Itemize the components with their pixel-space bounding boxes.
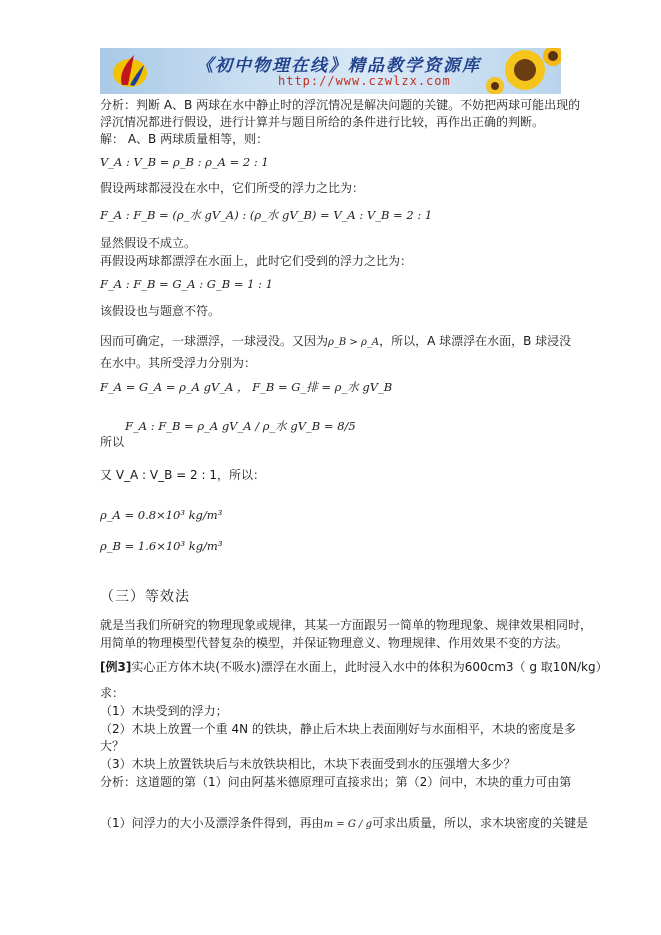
equation-forces: F_A = G_A = ρ_A gV_A ， F_B = G_排 = ρ_水 gV_B xyxy=(100,380,393,394)
analysis-line-b2: 可求出质量，所以，求木块密度的关键是 xyxy=(371,816,588,830)
site-logo-icon xyxy=(110,51,150,91)
analysis-line-b1: （1）问浮力的大小及漂浮条件得到，再由 xyxy=(100,816,324,830)
equation-buoyancy-submerged: F_A : F_B = (ρ_水 gV_A) : (ρ_水 gV_B) = V_A : V_B = 2 : 1 xyxy=(100,208,433,222)
solution-line-2: 假设两球都浸没在水中，它们所受的浮力之比为： xyxy=(100,181,365,195)
header-banner xyxy=(100,48,561,94)
example-text: 实心正方体木块(不吸水)漂浮在水面上，此时浸入水中的体积为600cm3（ g 取10N/kg） xyxy=(131,660,608,674)
question-2b: 大？ xyxy=(100,739,125,753)
section-line-1: 就是当我们所研究的物理现象或规律，其某一方面跟另一简单的物理现象、规律效果相同时， xyxy=(100,618,593,632)
label-suoyi: 所以 xyxy=(100,435,125,449)
analysis-line-a: 分析：这道题的第（1）问由阿基米德原理可直接求出；第（2）问中，木块的重力可由第 xyxy=(100,775,572,789)
equation-buoyancy-floating: F_A : F_B = G_A : G_B = 1 : 1 xyxy=(100,277,273,291)
solution-line-5: 该假设也与题意不符。 xyxy=(100,304,221,318)
solution-line-8: 又 V_A : V_B = 2 : 1，所以： xyxy=(100,468,265,482)
example-label: [例3] xyxy=(100,660,132,674)
solution-line-1: 解： A、B 两球质量相等，则： xyxy=(100,132,269,146)
question-prompt: 求： xyxy=(100,686,125,700)
question-2a: （2）木块上放置一个重 4N 的铁块，静止后木块上表面刚好与水面相平，木块的密度是多 xyxy=(100,722,576,736)
solution-line-6a: 因而可确定，一球漂浮，一球浸没。又因为 xyxy=(100,334,329,348)
equation-volume-ratio: V_A : V_B = ρ_B : ρ_A = 2 : 1 xyxy=(100,155,269,169)
sunflower-icon xyxy=(477,48,561,94)
solution-line-7: 在水中。其所受浮力分别为： xyxy=(100,356,257,370)
equation-force-ratio: F_A : F_B = ρ_A gV_A / ρ_水 gV_B = 8/5 xyxy=(125,419,356,433)
solution-line-4: 再假设两球都漂浮在水面上，此时它们受到的浮力之比为： xyxy=(100,254,413,268)
equation-density-b: ρ_B = 1.6×10³ kg/m³ xyxy=(100,539,223,553)
example-line xyxy=(100,659,608,676)
analysis-line-b xyxy=(100,815,588,833)
banner-title: 《初中物理在线》精品教学资源库 xyxy=(196,56,481,76)
equation-density-a: ρ_A = 0.8×10³ kg/m³ xyxy=(100,508,223,522)
solution-line-6b: ，所以，A 球漂浮在水面，B 球浸没 xyxy=(379,334,572,348)
section-line-2: 用简单的物理模型代替复杂的模型，并保证物理意义、物理规律、作用效果不变的方法。 xyxy=(100,636,569,650)
solution-line-3: 显然假设不成立。 xyxy=(100,236,197,250)
mass-formula: m = G / g xyxy=(323,819,372,830)
question-1: （1）木块受到的浮力； xyxy=(100,704,228,718)
section-heading: （三）等效法 xyxy=(100,589,190,605)
analysis-line-1: 分析：判断 A、B 两球在水中静止时的浮沉情况是解决问题的关键。不妨把两球可能出现的 xyxy=(100,98,581,112)
solution-line-6 xyxy=(100,333,571,351)
density-inequality: ρ_B > ρ_A xyxy=(328,337,380,348)
banner-url: http://www.czwlzx.com xyxy=(278,74,451,88)
analysis-line-2: 浮沉情况都进行假设，进行计算并与题目所给的条件进行比较，再作出正确的判断。 xyxy=(100,115,545,129)
question-3: （3）木块上放置铁块后与未放铁块相比，木块下表面受到水的压强增大多少？ xyxy=(100,757,516,771)
